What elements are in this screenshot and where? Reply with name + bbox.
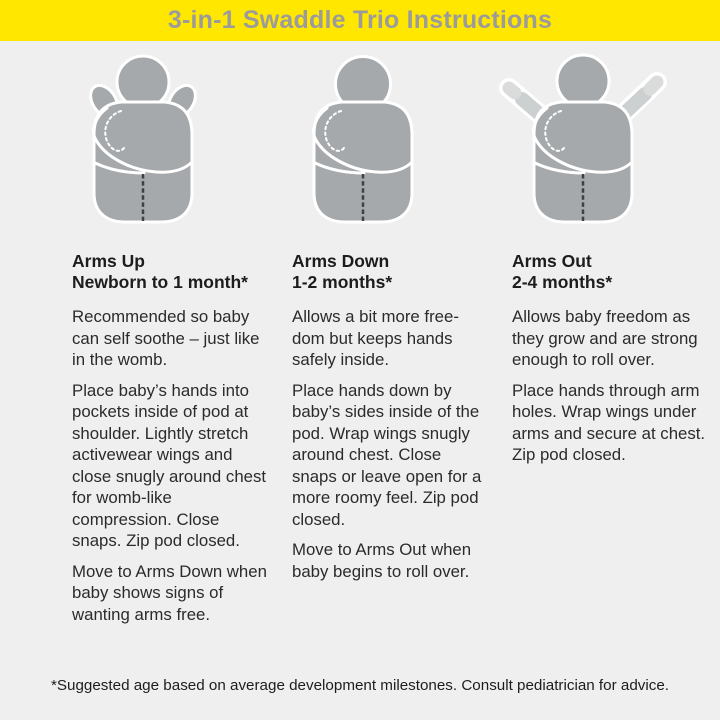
instruction-paragraph: Place hands down by baby’s sides inside of the pod. Wrap wings snugly around chest. Close snaps or leave open for a more roomy feel. Zip pod closed. [292, 380, 482, 529]
heading-age: 1-2 months* [292, 272, 393, 292]
baby-arms-down-icon [278, 43, 448, 233]
instruction-paragraph: Place hands through arm holes. Wrap wings under arms and secure at chest. Zip pod closed. [512, 380, 706, 464]
baby-arms-out-illustration [512, 43, 708, 231]
instruction-paragraph: Move to Arms Down when baby shows signs of wanting arms free. [72, 561, 267, 624]
instruction-paragraph: Allows baby freedom as they grow and are strong enough to roll over. [512, 307, 698, 369]
instruction-columns [0, 41, 720, 625]
baby-arms-out-icon [498, 43, 668, 233]
page-title: 3-in-1 Swaddle Trio Instructions [167, 6, 553, 34]
baby-arms-up-illustration [72, 43, 268, 231]
heading-position: Arms Down [292, 251, 390, 271]
heading-age: 2-4 months* [512, 272, 613, 292]
instruction-paragraph: Recommended so baby can self soothe – just like in the womb. [72, 307, 260, 369]
column-arms-down [292, 43, 488, 625]
column-arms-out [512, 43, 708, 625]
heading-age: Newborn to 1 month* [72, 272, 248, 292]
instruction-paragraph: Move to Arms Out when baby begins to roll over. [292, 540, 472, 581]
baby-head [117, 56, 169, 108]
heading-position: Arms Up [72, 251, 145, 271]
baby-arms-down-illustration [292, 43, 488, 231]
baby-arms-up-icon [58, 43, 228, 233]
left-hand [509, 88, 515, 93]
instruction-paragraph: Place baby’s hands into pockets inside of pod at shoulder. Lightly stretch activewear wings and close snugly around chest for womb-like compression. Close snaps. Zip pod closed. [72, 380, 267, 550]
column-heading [292, 251, 488, 293]
heading-position: Arms Out [512, 251, 592, 271]
right-hand [650, 82, 657, 89]
header-banner [0, 0, 720, 41]
instruction-paragraph: Allows a bit more free-dom but keeps hands safely inside. [292, 307, 459, 369]
column-arms-up [72, 43, 268, 625]
column-heading [72, 251, 268, 293]
column-heading [512, 251, 708, 293]
baby-head [557, 55, 609, 107]
footnote: *Suggested age based on average development milestones. Consult pediatrician for advice. [50, 677, 669, 694]
